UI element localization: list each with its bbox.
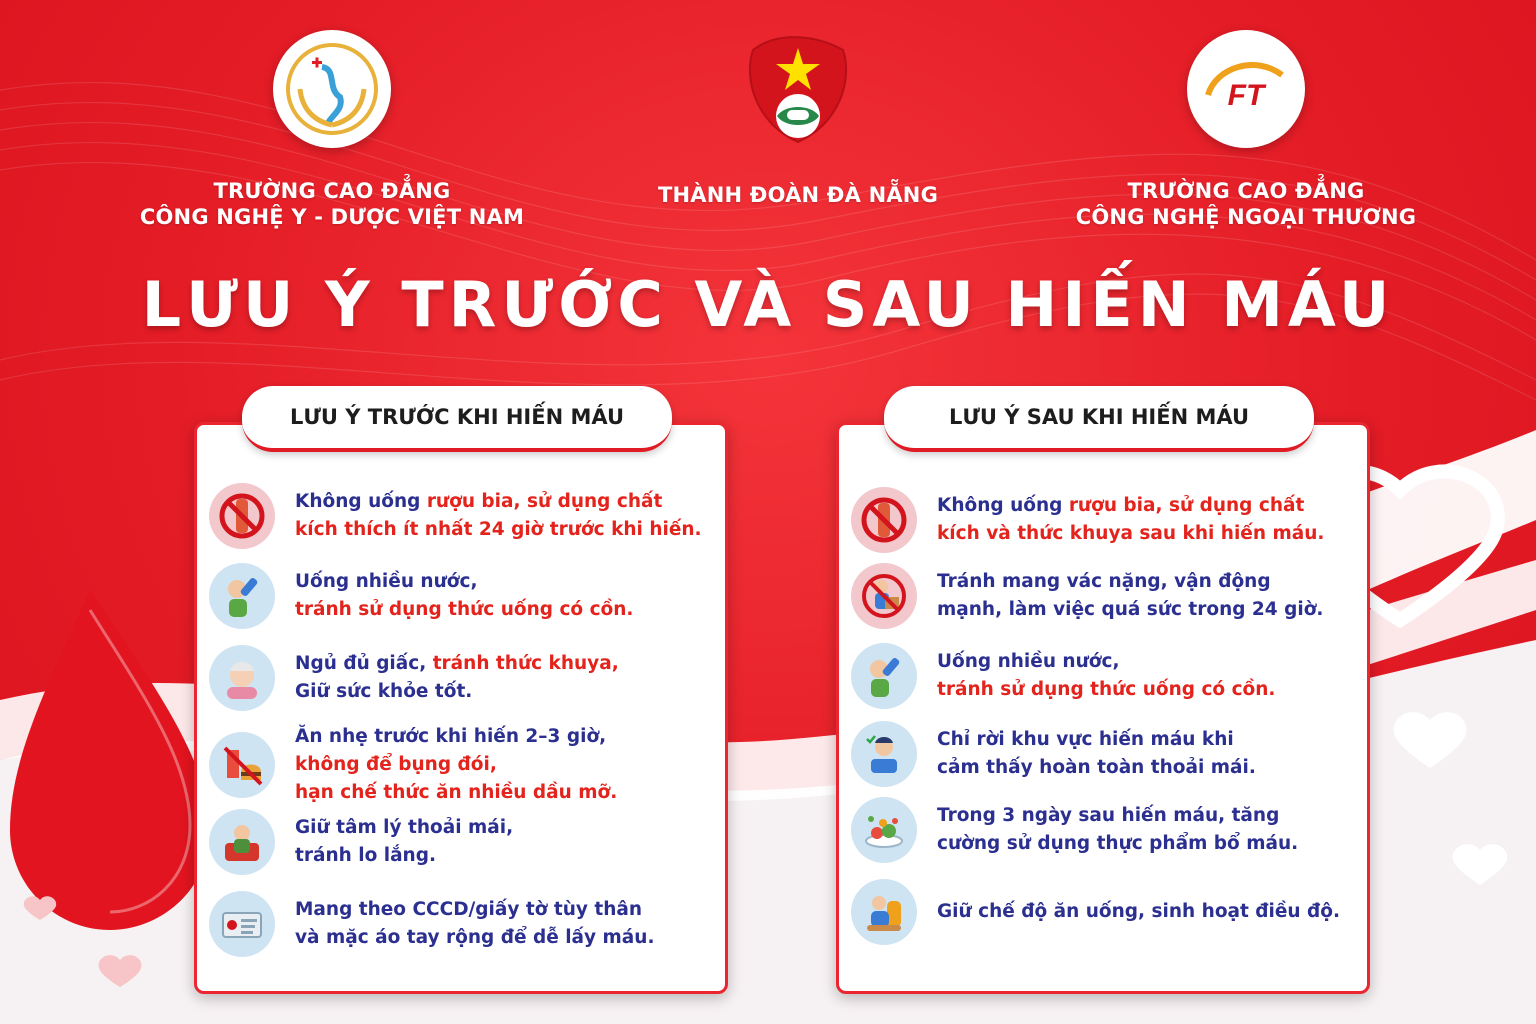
before-item-5-line2: tránh lo lắng. bbox=[295, 845, 436, 866]
id-card-icon bbox=[209, 891, 275, 957]
page-title: LƯU Ý TRƯỚC VÀ SAU HIẾN MÁU bbox=[141, 268, 1395, 341]
after-item-1-line2: kích và thức khuya sau khi hiến máu. bbox=[937, 523, 1325, 544]
after-item-1 bbox=[851, 487, 1324, 553]
after-item-4 bbox=[851, 721, 1256, 787]
before-item-2-line1: Uống nhiều nước, bbox=[295, 571, 478, 592]
panel-before-heading: LƯU Ý TRƯỚC KHI HIẾN MÁU bbox=[242, 386, 672, 452]
after-item-5 bbox=[851, 797, 1298, 863]
org-left-line2: CÔNG NGHỆ Y - DƯỢC VIỆT NAM bbox=[139, 205, 525, 229]
before-item-4-line1: Ăn nhẹ trước khi hiến 2–3 giờ, bbox=[295, 726, 607, 747]
before-item-1 bbox=[209, 483, 702, 549]
youth-union-logo bbox=[739, 30, 857, 148]
before-item-5-line1: Giữ tâm lý thoải mái, bbox=[295, 817, 514, 838]
before-item-3-line2: Giữ sức khỏe tốt. bbox=[295, 681, 473, 702]
org-left bbox=[122, 30, 542, 230]
org-left-line1: TRƯỜNG CAO ĐẲNG bbox=[213, 179, 451, 203]
org-right-line1: TRƯỜNG CAO ĐẲNG bbox=[1127, 179, 1365, 203]
after-item-2-line2: mạnh, làm việc quá sức trong 24 giờ. bbox=[937, 599, 1324, 620]
panel-after-heading: LƯU Ý SAU KHI HIẾN MÁU bbox=[884, 386, 1314, 452]
after-item-4-line1: Chỉ rời khu vực hiến máu khi bbox=[937, 729, 1234, 750]
before-item-1-line1: Không uống rượu bia, sử dụng chất bbox=[295, 491, 663, 512]
after-item-5-line2: cường sử dụng thực phẩm bổ máu. bbox=[937, 833, 1299, 854]
after-item-5-line1: Trong 3 ngày sau hiến máu, tăng bbox=[937, 805, 1280, 826]
before-item-4 bbox=[209, 723, 617, 807]
after-item-2 bbox=[851, 563, 1323, 629]
after-item-6 bbox=[851, 879, 1340, 945]
after-item-6-line1: Giữ chế độ ăn uống, sinh hoạt điều độ. bbox=[937, 901, 1341, 922]
light-meal-icon bbox=[209, 732, 275, 798]
before-item-3 bbox=[209, 645, 619, 711]
after-item-4-line2: cảm thấy hoàn toàn thoải mái. bbox=[937, 757, 1256, 778]
panel-before bbox=[194, 422, 728, 994]
org-center bbox=[588, 30, 1008, 208]
before-item-4-line3: hạn chế thức ăn nhiều dầu mỡ. bbox=[295, 782, 618, 803]
relax-icon bbox=[209, 809, 275, 875]
nutritious-food-icon bbox=[851, 797, 917, 863]
before-item-5 bbox=[209, 809, 513, 875]
ft-college-logo bbox=[1187, 30, 1305, 148]
before-item-1-line2: kích thích ít nhất 24 giờ trước khi hiến. bbox=[295, 519, 702, 540]
panel-after bbox=[836, 422, 1370, 994]
org-right-line2: CÔNG NGHỆ NGOẠI THƯƠNG bbox=[1075, 205, 1417, 229]
comfortable-icon bbox=[851, 721, 917, 787]
after-item-1-line1: Không uống rượu bia, sử dụng chất bbox=[937, 495, 1305, 516]
drinking-water-icon bbox=[209, 563, 275, 629]
after-item-3-line1: Uống nhiều nước, bbox=[937, 651, 1120, 672]
before-item-6 bbox=[209, 891, 654, 957]
drinking-water-icon bbox=[851, 643, 917, 709]
no-alcohol-icon bbox=[851, 487, 917, 553]
after-item-2-line1: Tránh mang vác nặng, vận động bbox=[937, 571, 1271, 592]
medical-college-logo bbox=[273, 30, 391, 148]
sleeping-icon bbox=[209, 645, 275, 711]
ft-logo-text: FT bbox=[1227, 79, 1265, 112]
org-right bbox=[1036, 30, 1456, 230]
before-item-4-line2: không để bụng đói, bbox=[295, 754, 497, 775]
after-item-3 bbox=[851, 643, 1275, 709]
before-item-3-line1: Ngủ đủ giấc, tránh thức khuya, bbox=[295, 653, 619, 674]
no-alcohol-icon bbox=[209, 483, 275, 549]
no-heavy-lifting-icon bbox=[851, 563, 917, 629]
before-item-2-line2: tránh sử dụng thức uống có cồn. bbox=[295, 599, 634, 620]
after-item-3-line2: tránh sử dụng thức uống có cồn. bbox=[937, 679, 1276, 700]
before-item-6-line2: và mặc áo tay rộng để dễ lấy máu. bbox=[295, 927, 655, 948]
healthy-routine-icon bbox=[851, 879, 917, 945]
before-item-6-line1: Mang theo CCCD/giấy tờ tùy thân bbox=[295, 899, 643, 920]
org-center-line1: THÀNH ĐOÀN ĐÀ NẴNG bbox=[657, 183, 939, 207]
before-item-2 bbox=[209, 563, 633, 629]
